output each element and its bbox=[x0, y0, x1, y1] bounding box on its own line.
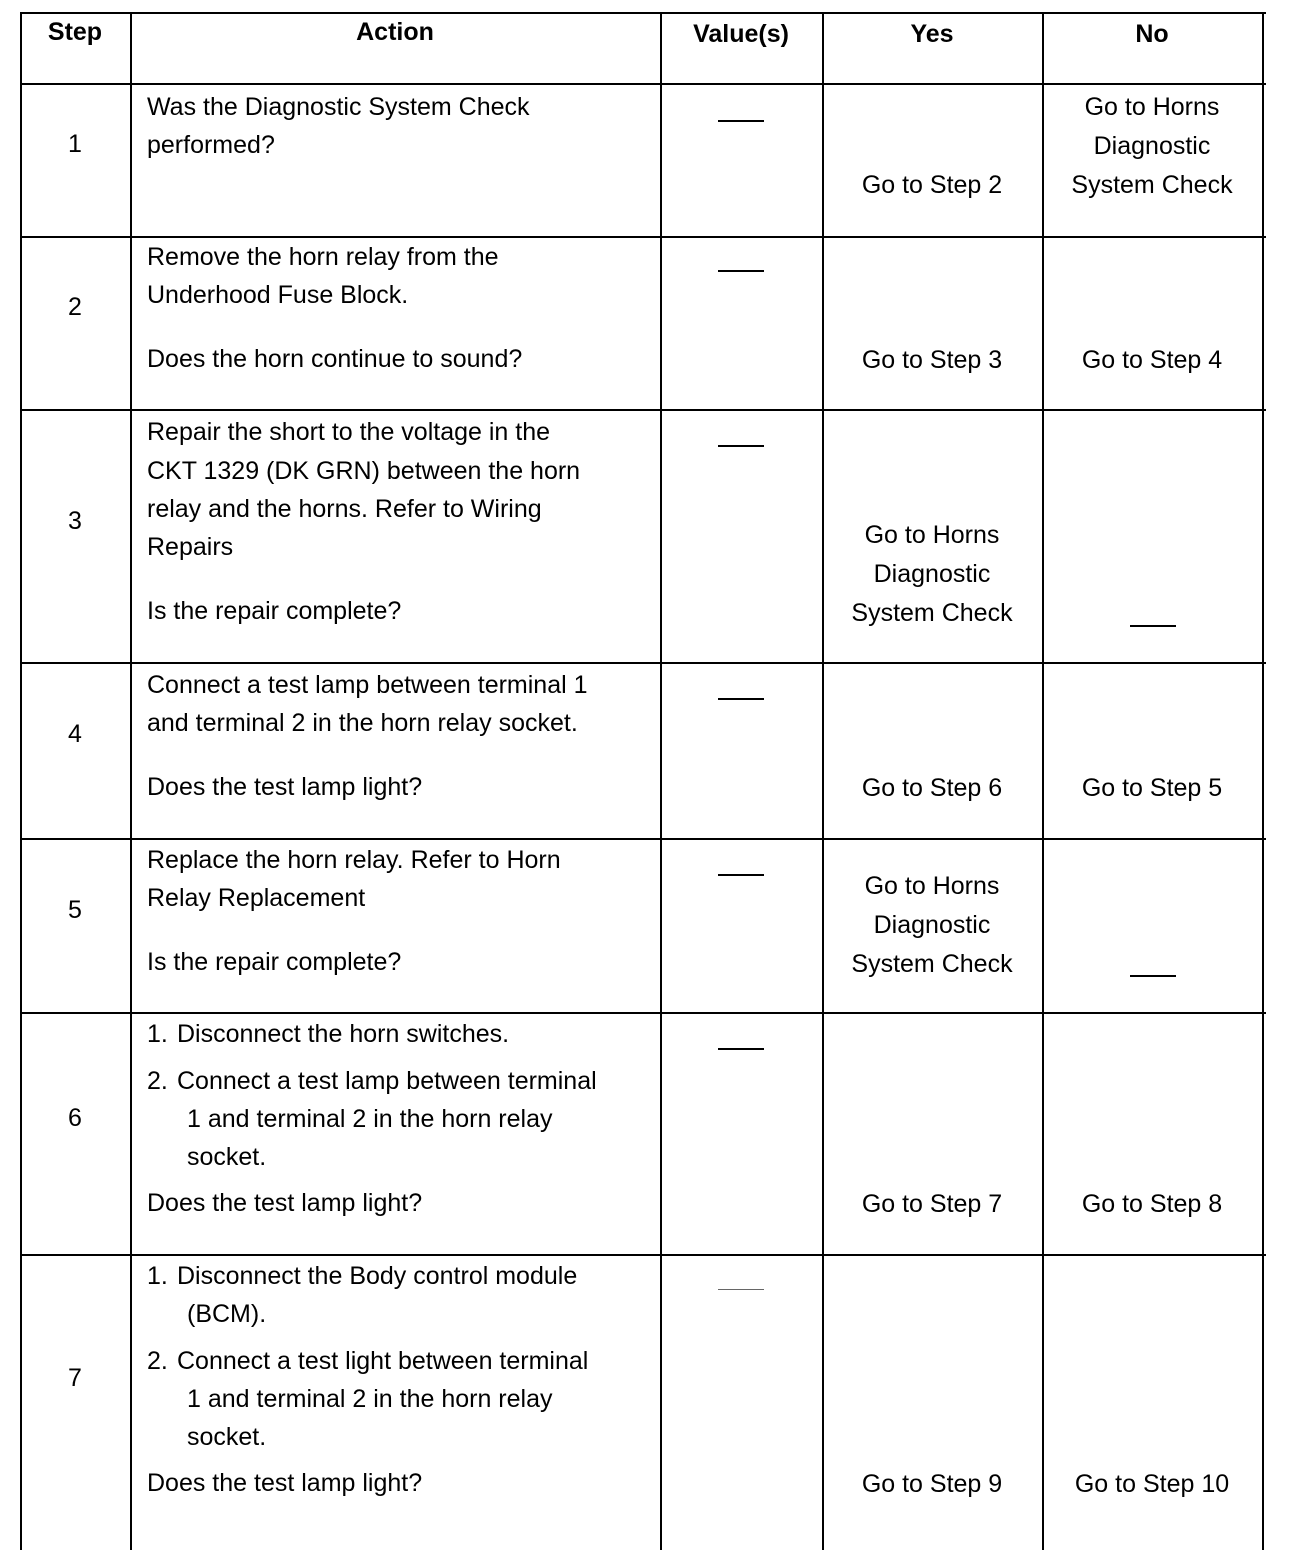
action-text: Connect a test light between terminal bbox=[177, 1347, 589, 1375]
action-text: socket. bbox=[187, 1423, 267, 1451]
header-values: Value(s) bbox=[693, 20, 789, 48]
step-number: 7 bbox=[68, 1364, 82, 1392]
yes-action: Go to Horns bbox=[864, 521, 1000, 549]
grid-line bbox=[20, 1254, 1266, 1256]
step-number: 4 bbox=[68, 720, 82, 748]
empty-value-dash bbox=[718, 445, 764, 447]
action-question: Does the test lamp light? bbox=[147, 1469, 423, 1497]
action-text: (BCM). bbox=[187, 1300, 267, 1328]
list-number: 2. bbox=[147, 1067, 168, 1095]
action-text: Repairs bbox=[147, 533, 234, 561]
grid-line bbox=[130, 12, 132, 1550]
action-text: relay and the horns. Refer to Wiring bbox=[147, 495, 542, 523]
empty-value-dash bbox=[718, 270, 764, 272]
grid-line bbox=[1262, 12, 1264, 1550]
yes-action: Diagnostic bbox=[873, 911, 991, 939]
diagnostic-table bbox=[20, 12, 1266, 1550]
no-action: Go to Step 4 bbox=[1081, 346, 1223, 374]
yes-action: Go to Step 6 bbox=[861, 774, 1003, 802]
action-text: Disconnect the Body control module bbox=[177, 1262, 578, 1290]
step-number: 1 bbox=[68, 130, 82, 158]
no-action: Diagnostic bbox=[1093, 132, 1211, 160]
grid-line bbox=[20, 12, 1266, 14]
list-number: 1. bbox=[147, 1262, 168, 1290]
action-question: Is the repair complete? bbox=[147, 597, 402, 625]
step-number: 2 bbox=[68, 293, 82, 321]
empty-no-dash bbox=[1130, 625, 1176, 627]
empty-value-dash bbox=[718, 698, 764, 700]
empty-no-dash bbox=[1130, 975, 1176, 977]
action-text: Remove the horn relay from the bbox=[147, 243, 499, 271]
header-no: No bbox=[1135, 20, 1169, 48]
no-action: Go to Horns bbox=[1084, 93, 1220, 121]
action-text: and terminal 2 in the horn relay socket. bbox=[147, 709, 578, 737]
grid-line bbox=[20, 409, 1266, 411]
action-text: 1 and terminal 2 in the horn relay bbox=[187, 1105, 553, 1133]
step-number: 5 bbox=[68, 896, 82, 924]
yes-action: Go to Step 7 bbox=[861, 1190, 1003, 1218]
action-question: Does the test lamp light? bbox=[147, 1189, 423, 1217]
action-text: Replace the horn relay. Refer to Horn bbox=[147, 846, 561, 874]
action-text: Relay Replacement bbox=[147, 884, 366, 912]
empty-value-dash bbox=[718, 1048, 764, 1050]
yes-action: Diagnostic bbox=[873, 560, 991, 588]
yes-action: Go to Horns bbox=[864, 872, 1000, 900]
action-question: Does the horn continue to sound? bbox=[147, 345, 523, 373]
grid-line bbox=[20, 1012, 1266, 1014]
yes-action: Go to Step 2 bbox=[861, 171, 1003, 199]
action-text: Underhood Fuse Block. bbox=[147, 281, 409, 309]
grid-line bbox=[20, 662, 1266, 664]
yes-action: Go to Step 3 bbox=[861, 346, 1003, 374]
list-number: 1. bbox=[147, 1020, 168, 1048]
empty-value-dash bbox=[718, 874, 764, 876]
yes-action: System Check bbox=[851, 950, 1013, 978]
grid-line bbox=[20, 12, 22, 1550]
no-action: Go to Step 5 bbox=[1081, 774, 1223, 802]
action-text: socket. bbox=[187, 1143, 267, 1171]
header-action: Action bbox=[356, 18, 434, 46]
yes-action: System Check bbox=[851, 599, 1013, 627]
action-question: Is the repair complete? bbox=[147, 948, 402, 976]
action-text: CKT 1329 (DK GRN) between the horn bbox=[147, 457, 581, 485]
action-text: performed? bbox=[147, 131, 275, 159]
step-number: 3 bbox=[68, 507, 82, 535]
grid-line bbox=[20, 838, 1266, 840]
action-text: Disconnect the horn switches. bbox=[177, 1020, 510, 1048]
header-yes: Yes bbox=[910, 20, 954, 48]
action-text: 1 and terminal 2 in the horn relay bbox=[187, 1385, 553, 1413]
header-step: Step bbox=[47, 18, 103, 46]
action-text: Was the Diagnostic System Check bbox=[147, 93, 530, 121]
list-number: 2. bbox=[147, 1347, 168, 1375]
no-action: Go to Step 10 bbox=[1074, 1470, 1230, 1498]
no-action: Go to Step 8 bbox=[1081, 1190, 1223, 1218]
empty-value-dash bbox=[718, 1289, 764, 1290]
grid-line bbox=[660, 12, 662, 1550]
yes-action: Go to Step 9 bbox=[861, 1470, 1003, 1498]
no-action: System Check bbox=[1071, 171, 1233, 199]
step-number: 6 bbox=[68, 1104, 82, 1132]
action-text: Connect a test lamp between terminal 1 bbox=[147, 671, 588, 699]
grid-line bbox=[20, 83, 1266, 85]
action-question: Does the test lamp light? bbox=[147, 773, 423, 801]
action-text: Repair the short to the voltage in the bbox=[147, 418, 551, 446]
action-text: Connect a test lamp between terminal bbox=[177, 1067, 597, 1095]
empty-value-dash bbox=[718, 120, 764, 122]
